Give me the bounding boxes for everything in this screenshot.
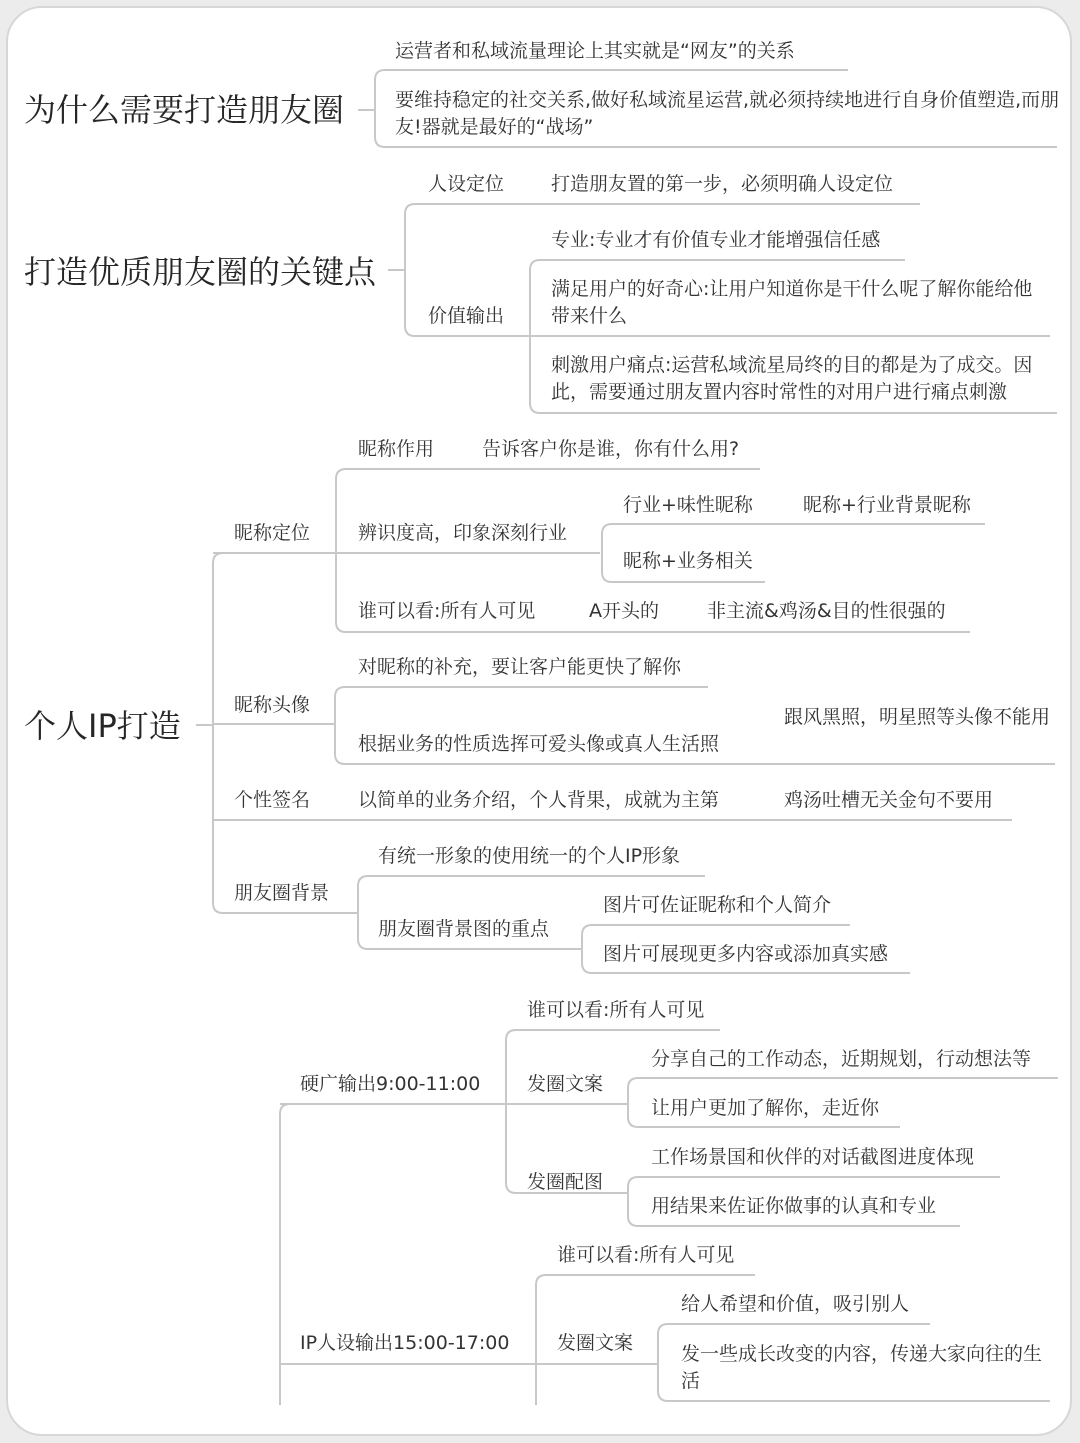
node-ipout-copy-2: 发一些成长改变的内容，传递大家向往的生活	[681, 1343, 1043, 1392]
node-avatar-label: 昵称头像	[234, 694, 311, 716]
node-why-1: 运营者和私域流量理论上其实就是“网友”的关系	[395, 40, 795, 62]
node-value-label: 价值输出	[428, 305, 505, 327]
node-background-2a: 图片可佐证昵称和个人简介	[603, 894, 832, 916]
node-background-2b: 图片可展现更多内容或添加真实感	[603, 943, 889, 965]
node-value-3: 刺激用户痛点:运营私域流星局终的目的都是为了成交。因此，需要通过朋友置内容时常性的对用户进行痛点刺激	[551, 354, 1033, 403]
node-nickname-r1a: 行业+味性昵称	[623, 494, 753, 516]
node-ipout-who: 谁可以看:所有人可见	[557, 1244, 735, 1266]
node-background-1: 有统一形象的使用统一的个人IP形象	[378, 845, 681, 867]
node-hard-img-1: 工作场景国和伙伴的对话截图进度体现	[651, 1146, 975, 1168]
node-ipout-copy-label: 发圈文案	[557, 1332, 634, 1354]
node-value-2: 满足用户的好奇心:让用户知道你是干什么呢了解你能给他带来什么	[551, 278, 1033, 327]
node-signature-2: 鸡汤吐槽无关金句不要用	[784, 789, 994, 811]
topic-why-moments: 为什么需要打造朋友圈	[24, 91, 345, 129]
node-hard-copy-1: 分享自己的工作动态，近期规划，行动想法等	[651, 1048, 1032, 1070]
node-background-2: 朋友圈背景图的重点	[378, 918, 550, 940]
node-nickname-recog-label: 辨识度高，印象深刻行业	[358, 522, 568, 544]
node-nickname-who: 谁可以看:所有人可见	[358, 600, 536, 622]
node-value-1: 专业:专业才有价值专业才能增强信任感	[551, 229, 881, 251]
node-avatar-2: 根据业务的性质选挥可爱头像或真人生活照	[358, 733, 720, 755]
topic-key-points: 打造优质朋友圈的关键点	[24, 253, 377, 291]
node-persona-text: 打造朋友置的第一步，必须明确人设定位	[551, 173, 894, 195]
node-hard-img-2: 用结果来佐证你做事的认真和专业	[651, 1195, 937, 1217]
node-nickname-non-main: 非主流&鸡汤&目的性很强的	[707, 600, 946, 622]
node-avatar-3: 跟风黑照，明星照等头像不能用	[784, 706, 1051, 728]
node-avatar-1: 对昵称的补充，要让客户能更快了解你	[358, 656, 682, 678]
node-why-2: 要维持稳定的社交关系,做好私域流星运营,就必须持续地进行自身价值塑造,而朋友!器就是最好的“战场”	[395, 89, 1060, 138]
node-nickname-role-label: 昵称作用	[358, 438, 435, 460]
node-ipout-copy-1: 给人希望和价值，吸引别人	[681, 1293, 910, 1315]
node-hard-img-label: 发圈配图	[527, 1171, 604, 1193]
node-ipout-label: IP人设输出15:00-17:00	[300, 1332, 510, 1354]
node-hard-copy-2: 让用户更加了解你，走近你	[651, 1097, 880, 1119]
node-nickname-a-start: A开头的	[589, 600, 659, 622]
node-background-label: 朋友圈背景	[234, 882, 330, 904]
node-nickname-label: 昵称定位	[234, 522, 311, 544]
node-nickname-r1b: 昵称+行业背景昵称	[803, 494, 971, 516]
node-signature-label: 个性签名	[234, 789, 311, 811]
connector	[280, 1104, 505, 1405]
node-hard-label: 硬广输出9:00-11:00	[300, 1073, 481, 1095]
node-nickname-r2: 昵称+业务相关	[623, 550, 753, 572]
node-hard-who: 谁可以看:所有人可见	[527, 999, 705, 1021]
node-nickname-role-text: 告诉客户你是谁，你有什么用?	[482, 438, 740, 460]
node-hard-copy-label: 发圈文案	[527, 1073, 604, 1095]
topic-personal-ip: 个人IP打造	[24, 707, 181, 745]
node-persona-label: 人设定位	[428, 173, 505, 195]
node-signature-1: 以简单的业务介绍，个人背果，成就为主第	[358, 789, 720, 811]
